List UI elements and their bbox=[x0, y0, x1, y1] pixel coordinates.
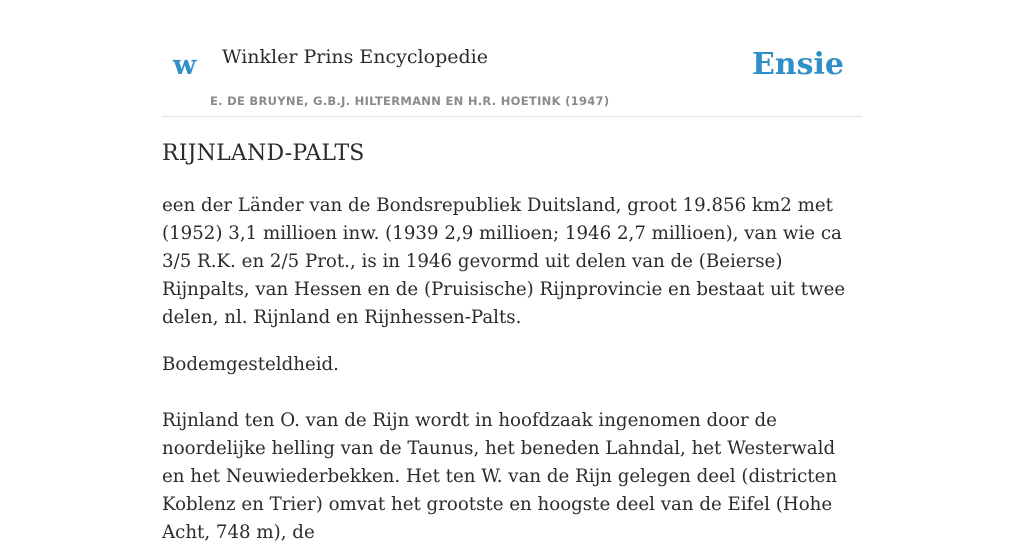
section-heading-bodemgesteldheid: Bodemgesteldheid. bbox=[162, 354, 339, 375]
publication-authors: E. DE BRUYNE, G.B.J. HILTERMANN EN H.R. HOETINK (1947) bbox=[210, 94, 610, 108]
article-paragraph-rijnland: Rijnland ten O. van de Rijn wordt in hoofdzaak ingenomen door de noordelijke helling van de Taunus, het beneden Lahndal, het Westerwald en het Neuwiederbekken. Het ten W. van de Rijn gelegen deel (districten Koblenz en Trier) omvat het grootste en hoogste deel van de Eifel (Hohe Acht, 748 m), de bbox=[162, 410, 838, 543]
article-title: RIJNLAND-PALTS bbox=[162, 141, 365, 166]
site-header bbox=[162, 0, 862, 117]
publication-logo[interactable]: w bbox=[173, 50, 197, 81]
publication-title[interactable]: Winkler Prins Encyclopedie bbox=[222, 46, 488, 68]
article-content bbox=[162, 138, 862, 547]
article-paragraph-intro: een der Länder van de Bondsrepubliek Duitsland, groot 19.856 km2 met (1952) 3,1 millioen inw. (1939 2,9 millioen; 1946 2,7 millioen), van wie ca 3/5 R.K. en 2/5 Prot., is in 1946 gevormd uit delen van de (Beierse) Rijnpalts, van Hessen en de (Pruisische) Rijnprovincie en bestaat uit twee delen, nl. Rijnland en Rijnhessen-Palts. bbox=[162, 195, 846, 328]
ensie-brand-logo[interactable]: Ensie bbox=[751, 47, 844, 82]
